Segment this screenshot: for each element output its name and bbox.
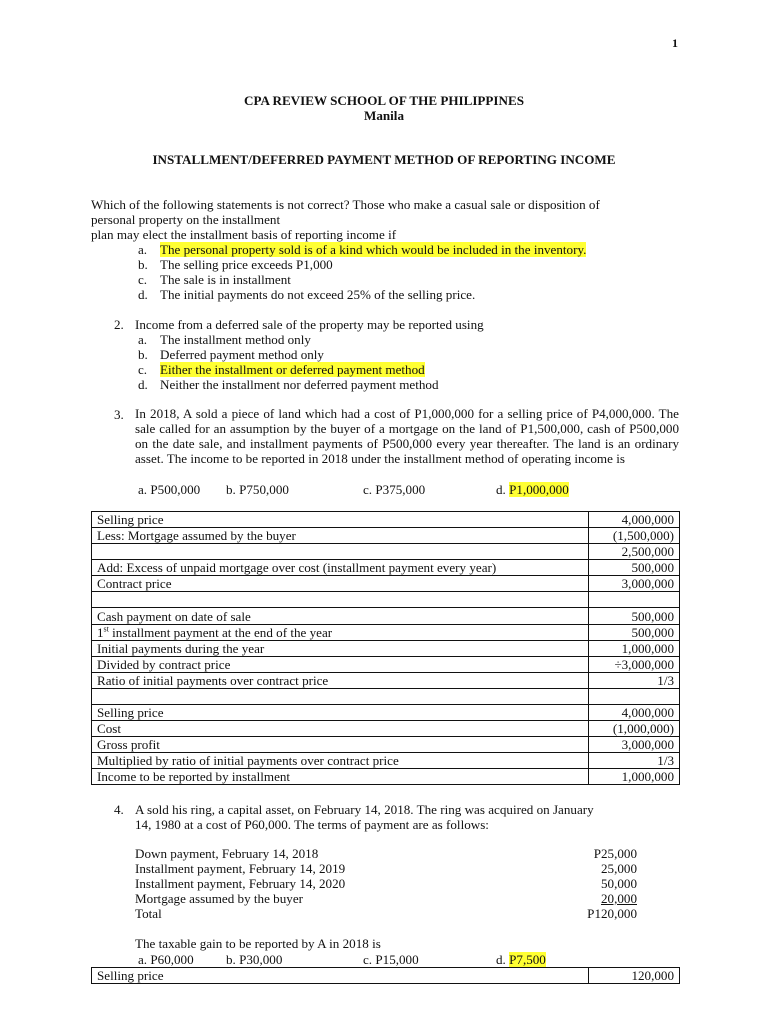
choice-d [496, 482, 569, 498]
question-3-text: In 2018, A sold a piece of land which had a cost of P1,000,000 for a selling price of P4,000,000. The sale called for an assumption by the buyer of a mortgage on the land of P1,500,000, cash of P500,000 on the date sale, and installment payments of P500,000 every year thereafter. The land is an ordinary asset. The income to be reported in 2018 under the installment method of operating income is [135, 406, 679, 466]
option-letter: a. [138, 242, 148, 257]
section-heading: INSTALLMENT/DEFERRED PAYMENT METHOD OF REPORTING INCOME [152, 152, 616, 167]
schedule-label: Mortgage assumed by the buyer [135, 891, 303, 906]
option-letter: b. [138, 347, 148, 362]
table-row [92, 672, 680, 688]
option-letter: c. [138, 362, 148, 377]
row-value: 2,500,000 [589, 544, 680, 560]
option-text: The sale is in installment [160, 272, 291, 287]
table-row [92, 528, 680, 544]
row-label: Divided by contract price [92, 656, 589, 672]
choice-b: b. P750,000 [226, 482, 289, 497]
row-label: Initial payments during the year [92, 640, 589, 656]
choice-letter: d. [496, 952, 506, 967]
table-spacer-row [92, 688, 680, 704]
table-row [92, 608, 680, 624]
table-row [92, 753, 680, 769]
row-label: Gross profit [92, 737, 589, 753]
row-label: 1st installment payment at the end of the year [92, 624, 589, 640]
choice-c: c. P375,000 [363, 482, 426, 497]
table-row [92, 560, 680, 576]
row-label: Selling price [92, 968, 589, 984]
option-letter: c. [138, 272, 148, 287]
row-value: 4,000,000 [589, 512, 680, 528]
schedule-label: Total [135, 906, 162, 921]
option-text: Neither the installment nor deferred payment method [160, 377, 439, 392]
row-value: 500,000 [589, 560, 680, 576]
question-number: 3. [114, 407, 124, 422]
question-1-line-1: Which of the following statements is not correct? Those who make a casual sale or disposition of [91, 197, 600, 212]
row-value: 3,000,000 [589, 737, 680, 753]
table-row [92, 640, 680, 656]
option-letter: d. [138, 377, 148, 392]
answer-highlight: P7,500 [509, 952, 546, 967]
choice-letter: d. [496, 482, 506, 497]
table-row [92, 656, 680, 672]
row-value: 1,000,000 [589, 769, 680, 785]
table-row [92, 769, 680, 785]
row-value: 500,000 [589, 608, 680, 624]
question-1-line-3: plan may elect the installment basis of reporting income if [91, 227, 397, 242]
option-text: The selling price exceeds P1,000 [160, 257, 333, 272]
option-text: The initial payments do not exceed 25% of the selling price. [160, 287, 476, 302]
choice-a: a. P60,000 [138, 952, 194, 967]
schedule-value: 50,000 [600, 876, 637, 891]
row-value: 1/3 [589, 753, 680, 769]
table-row [92, 512, 680, 528]
schedule-value: 25,000 [600, 861, 637, 876]
gain-computation-table [91, 967, 680, 984]
row-label: Contract price [92, 576, 589, 592]
question-4-line-1: A sold his ring, a capital asset, on February 14, 2018. The ring was acquired on January [135, 802, 594, 817]
document-title: CPA REVIEW SCHOOL OF THE PHILIPPINES [244, 93, 524, 108]
row-value: (1,500,000) [589, 528, 680, 544]
question-4-prompt: The taxable gain to be reported by A in 2018 is [135, 936, 381, 951]
table-row [92, 737, 680, 753]
schedule-value: 20,000 [600, 891, 637, 906]
schedule-total: P120,000 [587, 906, 637, 921]
table-row [92, 721, 680, 737]
document-subtitle: Manila [363, 108, 404, 123]
answer-highlight: Either the installment or deferred payment method [160, 362, 425, 377]
row-label: Multiplied by ratio of initial payments over contract price [92, 753, 589, 769]
question-4-line-2: 14, 1980 at a cost of P60,000. The terms of payment are as follows: [135, 817, 489, 832]
row-label: Selling price [92, 512, 589, 528]
table-spacer-row [92, 592, 680, 608]
row-value: 1,000,000 [589, 640, 680, 656]
answer-highlight: The personal property sold is of a kind which would be included in the inventory. [160, 242, 587, 257]
option-text-highlighted [160, 242, 586, 258]
option-letter: b. [138, 257, 148, 272]
question-2-text: Income from a deferred sale of the property may be reported using [135, 317, 484, 332]
choice-b: b. P30,000 [226, 952, 283, 967]
row-label [92, 544, 589, 560]
answer-highlight: P1,000,000 [509, 482, 569, 497]
schedule-value: P25,000 [593, 846, 637, 861]
option-text: Deferred payment method only [160, 347, 324, 362]
row-label: Income to be reported by installment [92, 769, 589, 785]
row-value: (1,000,000) [589, 721, 680, 737]
schedule-label: Down payment, February 14, 2018 [135, 846, 319, 861]
choice-a: a. P500,000 [138, 482, 201, 497]
row-value: 4,000,000 [589, 704, 680, 720]
question-number: 2. [114, 317, 124, 332]
table-row [92, 544, 680, 560]
question-number: 4. [114, 802, 124, 817]
option-text-highlighted [160, 362, 425, 378]
row-label: Selling price [92, 704, 589, 720]
table-row [92, 704, 680, 720]
row-value: 120,000 [589, 968, 680, 984]
table-row [92, 576, 680, 592]
row-label: Cash payment on date of sale [92, 608, 589, 624]
table-row [92, 968, 680, 984]
schedule-label: Installment payment, February 14, 2019 [135, 861, 346, 876]
option-letter: a. [138, 332, 148, 347]
choice-d [496, 952, 546, 968]
row-label: Add: Excess of unpaid mortgage over cost (installment payment every year) [92, 560, 589, 576]
option-text: The installment method only [160, 332, 311, 347]
choice-c: c. P15,000 [363, 952, 419, 967]
question-1-line-2: personal property on the installment [91, 212, 281, 227]
page-number: 1 [672, 36, 678, 50]
schedule-label: Installment payment, February 14, 2020 [135, 876, 346, 891]
row-value: 3,000,000 [589, 576, 680, 592]
option-letter: d. [138, 287, 148, 302]
row-label: Less: Mortgage assumed by the buyer [92, 528, 589, 544]
row-value: ÷3,000,000 [589, 656, 680, 672]
row-label: Ratio of initial payments over contract price [92, 672, 589, 688]
row-label: Cost [92, 721, 589, 737]
row-value: 500,000 [589, 624, 680, 640]
computation-table [91, 511, 680, 785]
table-row [92, 624, 680, 640]
row-value: 1/3 [589, 672, 680, 688]
